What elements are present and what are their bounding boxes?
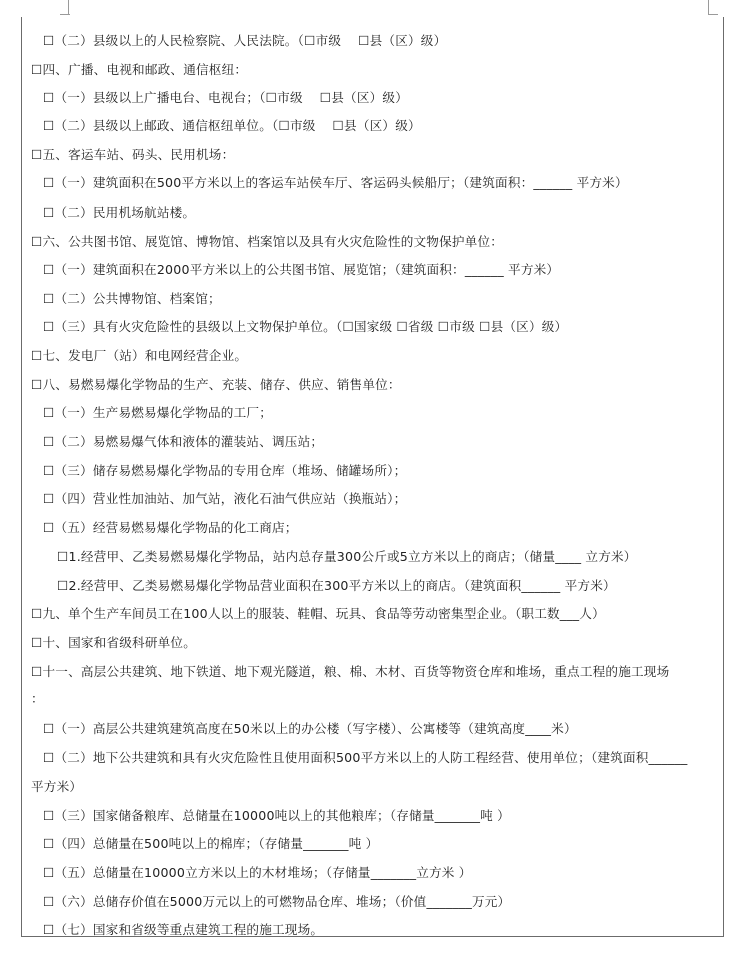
item-line-8[interactable]: ☐六、公共图书馆、展览馆、博物馆、档案馆以及具有火灾危险性的文物保护单位： — [31, 234, 504, 249]
item-line-19[interactable]: ☐1.经营甲、乙类易燃易爆化学物品，站内总存量300公斤或5立方米以上的商店；（储量____ 立方米） — [57, 549, 637, 564]
item-line-16[interactable]: ☐（三）储存易燃易爆化学物品的专用仓库（堆场、储罐场所）； — [43, 463, 407, 478]
item-line-5[interactable]: ☐五、客运车站、码头、民用机场： — [31, 147, 235, 162]
item-line-23[interactable]: ☐十一、高层公共建筑、地下铁道、地下观光隧道，粮、棉、木材、百货等物资仓库和堆场，重点工程的施工现场 — [31, 664, 670, 679]
item-line-4[interactable]: ☐（二）县级以上邮政、通信枢纽单位。（☐市级 ☐县（区）级） — [43, 118, 421, 133]
item-line-2[interactable]: ☐四、广播、电视和邮政、通信枢纽： — [31, 62, 248, 77]
item-line-12[interactable]: ☐七、发电厂（站）和电网经营企业。 — [31, 348, 248, 363]
item-line-28[interactable]: ☐（三）国家储备粮库、总储量在10000吨以上的其他粮库；（存储量_______吨 ） — [43, 808, 510, 823]
item-line-24: ： — [31, 691, 44, 706]
item-line-7[interactable]: ☐（二）民用机场航站楼。 — [43, 205, 196, 220]
crop-mark-top-right-v — [708, 0, 709, 14]
item-line-13[interactable]: ☐八、易燃易爆化学物品的生产、充装、储存、供应、销售单位： — [31, 377, 401, 392]
item-line-15[interactable]: ☐（二）易燃易爆气体和液体的灌装站、调压站； — [43, 434, 324, 449]
item-line-3[interactable]: ☐（一）县级以上广播电台、电视台；（☐市级 ☐县（区）级） — [43, 90, 409, 105]
item-line-6[interactable]: ☐（一）建筑面积在500平方米以上的客运车站侯车厅、客运码头候船厅；（建筑面积：______ 平方米） — [43, 175, 628, 190]
item-line-18[interactable]: ☐（五）经营易燃易爆化学物品的化工商店； — [43, 520, 298, 535]
item-line-21[interactable]: ☐九、单个生产车间员工在100人以上的服装、鞋帽、玩具、食品等劳动密集型企业。（职工数___人） — [31, 606, 605, 621]
crop-mark-top-left-h — [60, 14, 70, 15]
item-line-32[interactable]: ☐（七）国家和省级等重点建筑工程的施工现场。 — [43, 922, 324, 937]
crop-mark-top-right-h — [708, 14, 718, 15]
item-line-17[interactable]: ☐（四）营业性加油站、加气站，液化石油气供应站（换瓶站）； — [43, 491, 407, 506]
item-line-9[interactable]: ☐（一）建筑面积在2000平方米以上的公共图书馆、展览馆；（建筑面积：______ 平方米） — [43, 262, 560, 277]
item-line-30[interactable]: ☐（五）总储量在10000立方米以上的木材堆场；（存储量_______立方米 ） — [43, 865, 472, 880]
item-line-10[interactable]: ☐（二）公共博物馆、档案馆； — [43, 291, 221, 306]
item-line-29[interactable]: ☐（四）总储量在500吨以上的棉库；（存储量_______吨 ） — [43, 836, 379, 851]
item-line-11[interactable]: ☐（三）具有火灾危险性的县级以上文物保护单位。（☐国家级 ☐省级 ☐市级 ☐县（区）级） — [43, 319, 568, 334]
item-line-22[interactable]: ☐十、国家和省级科研单位。 — [31, 635, 197, 650]
item-line-25[interactable]: ☐（一）高层公共建筑建筑高度在50米以上的办公楼（写字楼）、公寓楼等（建筑高度____米） — [43, 721, 577, 736]
item-line-27: 平方米） — [31, 779, 83, 794]
item-line-1[interactable]: ☐（二）县级以上的人民检察院、人民法院。（☐市级 ☐县（区）级） — [43, 33, 447, 48]
item-line-14[interactable]: ☐（一）生产易燃易爆化学物品的工厂； — [43, 405, 272, 420]
crop-mark-top-left-v — [68, 0, 69, 14]
item-line-31[interactable]: ☐（六）总储存价值在5000万元以上的可燃物品仓库、堆场；（价值_______万元） — [43, 894, 511, 909]
item-line-20[interactable]: ☐2.经营甲、乙类易燃易爆化学物品营业面积在300平方米以上的商店。（建筑面积______ 平方米） — [57, 578, 616, 593]
item-line-26[interactable]: ☐（二）地下公共建筑和具有火灾危险性且使用面积500平方米以上的人防工程经营、使用单位；（建筑面积______ — [43, 750, 688, 765]
